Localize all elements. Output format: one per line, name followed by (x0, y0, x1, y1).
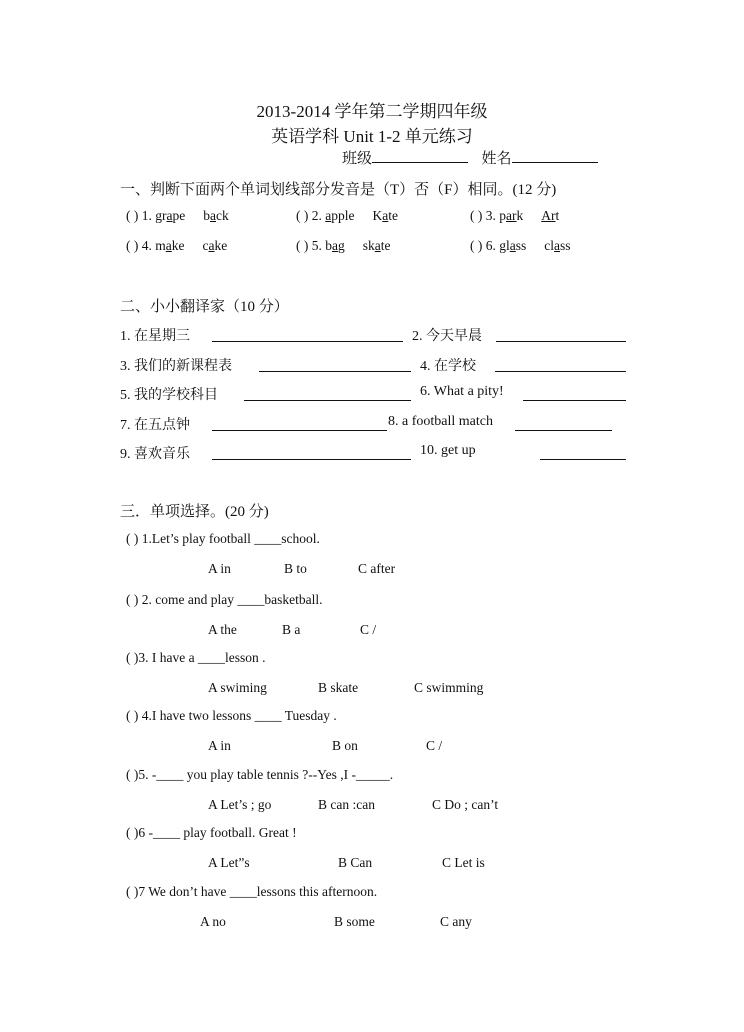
underlined-letters: a (165, 238, 172, 253)
answer-option[interactable]: B skate (318, 680, 359, 695)
word-1 (155, 238, 184, 253)
answer-paren[interactable]: ( ) (296, 238, 309, 253)
translation-item: 1. 在星期三 (120, 329, 190, 344)
underlined-letters: a (208, 238, 215, 253)
word-part: b (203, 208, 210, 223)
underlined-letters: a (374, 238, 381, 253)
name-blank[interactable] (512, 147, 598, 163)
word-part: m (155, 238, 166, 253)
underlined-letters: a (554, 238, 561, 253)
answer-option[interactable]: C / (426, 738, 443, 753)
translation-item: 8. a football match (388, 414, 493, 429)
underlined-letters: Ar (541, 208, 556, 223)
translation-item: 9. 喜欢音乐 (120, 447, 190, 462)
underlined-letters: a (509, 238, 516, 253)
answer-paren[interactable]: ( ) (126, 208, 139, 223)
section3-heading: 三．单项选择。(20 分) (120, 504, 269, 520)
word-part: gl (499, 238, 510, 253)
answer-blank[interactable] (212, 341, 403, 342)
underlined-letters: a (382, 208, 389, 223)
word-part: ss (560, 238, 571, 253)
underlined-letters: ar (506, 208, 517, 223)
word-part: k (516, 208, 524, 223)
answer-blank[interactable] (515, 430, 612, 431)
word-1 (499, 208, 523, 223)
answer-blank[interactable] (523, 400, 626, 401)
word-2 (541, 208, 559, 223)
underlined-letters: a (210, 208, 216, 223)
answer-paren[interactable]: ( ) (296, 208, 309, 223)
translation-item: 7. 在五点钟 (120, 418, 190, 433)
answer-option[interactable]: A Let’s ; go (208, 797, 272, 812)
word-part: K (372, 208, 383, 223)
word-2 (203, 208, 229, 223)
answer-option[interactable]: C any (440, 914, 472, 929)
answer-blank[interactable] (212, 459, 411, 460)
answer-option[interactable]: B on (332, 738, 358, 753)
answer-blank[interactable] (212, 430, 387, 431)
question-number: 3. (485, 208, 496, 223)
answer-blank[interactable] (540, 459, 626, 460)
answer-blank[interactable] (496, 341, 626, 342)
pronunciation-item (296, 238, 391, 254)
word-part: g (338, 238, 345, 253)
word-part: p (499, 208, 506, 223)
word-part: cl (544, 238, 555, 253)
word-part: pe (172, 208, 186, 223)
pronunciation-item (126, 238, 227, 254)
answer-option[interactable]: A in (208, 738, 231, 753)
word-part: b (325, 238, 332, 253)
word-2 (363, 238, 391, 253)
pronunciation-item (126, 208, 229, 224)
answer-blank[interactable] (259, 371, 411, 372)
answer-blank[interactable] (244, 400, 411, 401)
answer-option[interactable]: B can :can (318, 797, 375, 812)
word-1 (325, 238, 345, 253)
worksheet-subtitle: 英语学科 Unit 1-2 单元练习 (271, 127, 473, 146)
word-part: ck (216, 208, 229, 223)
question-stem: ( )7 We don’t have ____lessons this afternoon. (126, 884, 378, 899)
word-1 (499, 238, 526, 253)
question-stem: ( ) 2. come and play ____basketball. (126, 592, 323, 607)
answer-paren[interactable]: ( ) (470, 238, 483, 253)
worksheet-title: 2013-2014 学年第二学期四年级 (256, 102, 488, 121)
word-part: te (388, 208, 398, 223)
question-stem: ( ) 4.I have two lessons ____ Tuesday . (126, 708, 337, 723)
name-label: 姓名 (481, 151, 512, 167)
translation-item: 10. get up (420, 443, 476, 458)
word-part: c (202, 238, 209, 253)
question-number: 5. (311, 238, 322, 253)
answer-option[interactable]: A swiming (208, 680, 267, 695)
word-part: pple (331, 208, 355, 223)
translation-item: 2. 今天早晨 (412, 329, 482, 344)
word-part: ke (214, 238, 228, 253)
word-part: gr (155, 208, 167, 223)
answer-paren[interactable]: ( ) (470, 208, 483, 223)
word-2 (203, 238, 228, 253)
word-part: ss (515, 238, 527, 253)
word-part: te (380, 238, 391, 253)
answer-option[interactable]: B some (334, 914, 375, 929)
answer-option[interactable]: A the (208, 622, 237, 637)
underlined-letters: a (325, 208, 332, 223)
answer-option[interactable]: A no (200, 914, 226, 929)
section1-heading: 一、判断下面两个单词划线部分发音是（T）否（F）相同。(12 分) (120, 182, 557, 198)
question-number: 2. (311, 208, 322, 223)
translation-item: 5. 我的学校科目 (120, 388, 218, 403)
pronunciation-item (470, 208, 559, 224)
class-name-line (342, 147, 598, 168)
answer-paren[interactable]: ( ) (126, 238, 139, 253)
word-2 (373, 208, 399, 223)
word-1 (325, 208, 354, 223)
class-label: 班级 (342, 151, 373, 167)
question-stem: ( )6 -____ play football. Great ! (126, 825, 297, 840)
question-stem: ( )3. I have a ____lesson . (126, 650, 266, 665)
section2-heading: 二、小小翻译家（10 分） (120, 299, 289, 315)
question-number: 6. (485, 238, 496, 253)
word-1 (155, 208, 185, 223)
translation-item: 6. What a pity! (420, 384, 504, 399)
translation-item: 3. 我们的新课程表 (120, 359, 232, 374)
underlined-letters: a (332, 238, 338, 253)
word-part: sk (362, 238, 375, 253)
answer-option[interactable]: C Let is (442, 855, 485, 870)
answer-option[interactable]: B to (284, 561, 307, 576)
translation-item: 4. 在学校 (420, 359, 476, 374)
answer-blank[interactable] (495, 371, 626, 372)
word-2 (544, 238, 570, 253)
question-number: 1. (141, 208, 152, 223)
answer-option[interactable]: A in (208, 561, 231, 576)
class-blank[interactable] (372, 147, 468, 163)
answer-option[interactable]: B a (282, 622, 301, 637)
question-stem: ( )5. -____ you play table tennis ?--Yes ,I -_____. (126, 767, 394, 782)
answer-option[interactable]: C / (360, 622, 377, 637)
word-part: t (555, 208, 560, 223)
pronunciation-item (296, 208, 398, 224)
question-stem: ( ) 1.Let’s play football ____school. (126, 531, 320, 546)
question-number: 4. (141, 238, 152, 253)
answer-option[interactable]: C after (358, 561, 396, 576)
answer-option[interactable]: B Can (338, 855, 373, 870)
word-part: ke (171, 238, 185, 253)
answer-option[interactable]: A Let”s (208, 855, 250, 870)
answer-option[interactable]: C swimming (414, 680, 484, 695)
underlined-letters: a (166, 208, 173, 223)
pronunciation-item (470, 238, 571, 254)
answer-option[interactable]: C Do ; can’t (432, 797, 499, 812)
